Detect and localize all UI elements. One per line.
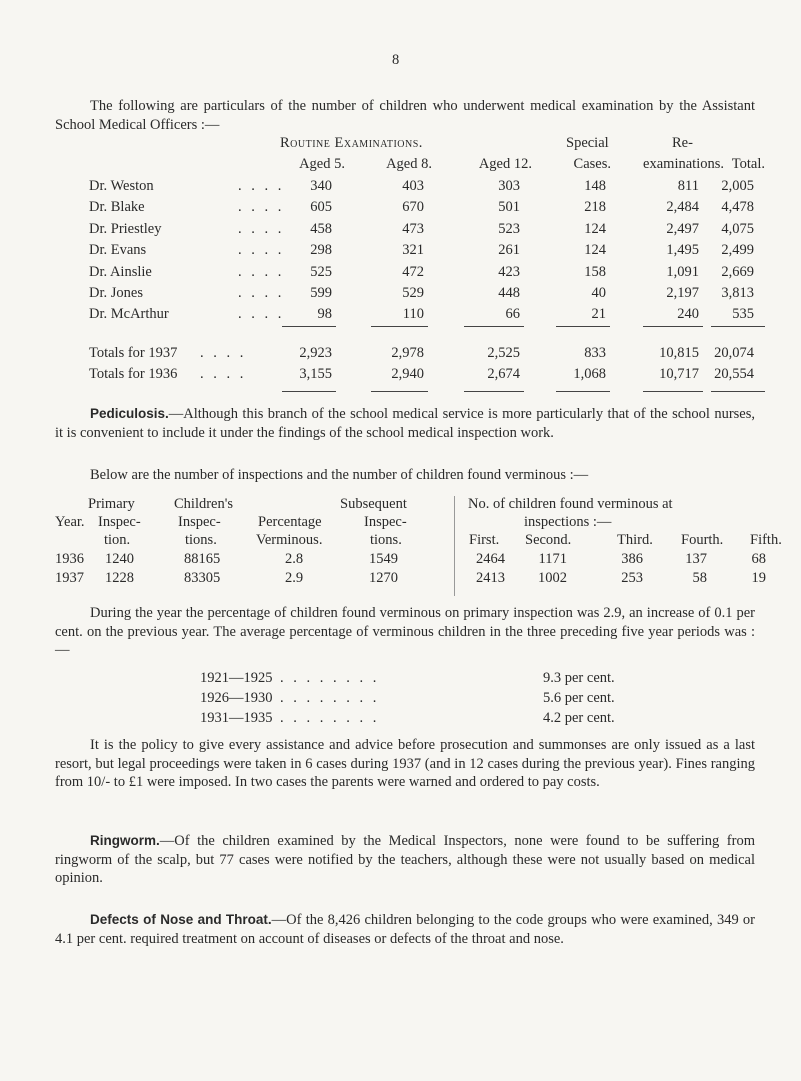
verm-subsequent: 1549 [369, 551, 398, 567]
percentage-header: Verminous. [256, 532, 323, 548]
verm-count: 58 [692, 570, 707, 586]
table-cell: 423 [498, 264, 520, 280]
verm-count: 1171 [538, 551, 567, 567]
table-rule [556, 391, 610, 392]
table-cell: 472 [402, 264, 424, 280]
pediculosis-text: —Although this branch of the school medical service is more particularly that of the school nurses, it is convenient to include it under the findings of the school medical inspection work. [55, 406, 755, 441]
table-cell: 529 [402, 285, 424, 301]
verm-count: 2413 [476, 570, 505, 586]
verm-count: 253 [621, 570, 643, 586]
period-label: 1921—1925 [200, 670, 273, 686]
totals-label: Totals for 1937 [89, 345, 178, 361]
table-cell: 21 [591, 306, 606, 322]
doctor-name: Dr. Priestley [89, 221, 162, 237]
verm-primary: 1240 [105, 551, 134, 567]
table-cell: 261 [498, 242, 520, 258]
leader-dots: . . . . . . . . [280, 690, 380, 706]
table-cell: 523 [498, 221, 520, 237]
leader-dots: . . . . [238, 306, 285, 322]
totals-cell: 833 [584, 345, 606, 361]
totals-cell: 20,554 [714, 366, 754, 382]
table-cell: 4,478 [721, 199, 754, 215]
totals-cell: 1,068 [573, 366, 606, 382]
totals-cell: 3,155 [299, 366, 332, 382]
table-cell: 124 [584, 242, 606, 258]
children-header: Inspec- [178, 514, 221, 530]
leader-dots: . . . . [238, 221, 285, 237]
page-number: 8 [392, 52, 400, 68]
totals-label: Totals for 1936 [89, 366, 178, 382]
ordinal-header: Second. [525, 532, 572, 548]
table-cell: 298 [310, 242, 332, 258]
period-label: 1926—1930 [200, 690, 273, 706]
verm-count: 19 [751, 570, 766, 586]
verm-year: 1937 [55, 570, 84, 586]
table-rule [282, 391, 336, 392]
table-rule [464, 326, 524, 327]
doctor-name: Dr. Evans [89, 242, 147, 258]
percentage-header: Percentage [258, 514, 322, 530]
routine-exams-header: Routine Examinations. [280, 135, 423, 151]
primary-header: Inspec- [98, 514, 141, 530]
table-cell: 303 [498, 178, 520, 194]
totals-cell: 2,674 [487, 366, 520, 382]
pediculosis-heading: Pediculosis. [90, 406, 169, 421]
ringworm-paragraph [55, 832, 755, 888]
exam-column-header: Cases. [573, 156, 611, 172]
verm-percentage: 2.8 [285, 551, 304, 567]
table-rule [371, 326, 428, 327]
period-label: 1931—1935 [200, 710, 273, 726]
verminous-intro: Below are the number of inspections and the number of children found verminous :— [90, 467, 589, 483]
ordinal-header: Fifth. [750, 532, 782, 548]
doctor-name: Dr. Weston [89, 178, 154, 194]
table-cell: 148 [584, 178, 606, 194]
doctor-name: Dr. Ainslie [89, 264, 152, 280]
leader-dots: . . . . [200, 366, 247, 382]
table-cell: 124 [584, 221, 606, 237]
table-cell: 321 [402, 242, 424, 258]
subsequent-header: tions. [370, 532, 402, 548]
leader-dots: . . . . [238, 242, 285, 258]
table-cell: 98 [317, 306, 332, 322]
table-cell: 340 [310, 178, 332, 194]
intro-paragraph: The following are particulars of the number of children who underwent medical examination by the Assistant School Medical Officers :— [55, 98, 755, 133]
leader-dots: . . . . [238, 264, 285, 280]
verm-count: 68 [751, 551, 766, 567]
ringworm-heading: Ringworm. [90, 833, 160, 848]
table-cell: 473 [402, 221, 424, 237]
table-rule [643, 391, 703, 392]
table-cell: 66 [505, 306, 520, 322]
table-cell: 2,669 [721, 264, 754, 280]
verm-children: 88165 [184, 551, 221, 567]
subsequent-header: Subsequent [340, 496, 407, 512]
table-cell: 2,005 [721, 178, 754, 194]
children-header: Children's [174, 496, 233, 512]
doctor-name: Dr. McArthur [89, 306, 169, 322]
leader-dots: . . . . . . . . [280, 670, 380, 686]
table-cell: 403 [402, 178, 424, 194]
verminous-paragraph: During the year the percentage of children found verminous on primary inspection was 2.9, an increase of 0.1 per cent. on the previous year. The average percentage of verminous children in the three preceding five year periods was :— [55, 605, 755, 658]
nose-throat-paragraph [55, 911, 755, 948]
totals-cell: 2,525 [487, 345, 520, 361]
verm-count: 386 [621, 551, 643, 567]
primary-header: tion. [104, 532, 131, 548]
found-header: inspections :— [524, 514, 612, 530]
reexam-header: Re- [672, 135, 693, 151]
table-cell: 605 [310, 199, 332, 215]
doctor-name: Dr. Jones [89, 285, 143, 301]
totals-cell: 10,815 [659, 345, 699, 361]
table-cell: 501 [498, 199, 520, 215]
ordinal-header: Fourth. [681, 532, 724, 548]
exam-column-header: examinations. [643, 156, 724, 172]
pediculosis-paragraph [55, 405, 755, 442]
leader-dots: . . . . [238, 199, 285, 215]
exam-column-header: Aged 5. [299, 156, 345, 172]
table-cell: 3,813 [721, 285, 754, 301]
verm-primary: 1228 [105, 570, 134, 586]
table-cell: 458 [310, 221, 332, 237]
table-rule [643, 326, 703, 327]
verm-children: 83305 [184, 570, 221, 586]
table-cell: 448 [498, 285, 520, 301]
policy-paragraph: It is the policy to give every assistance and advice before prosecution and summonses are only issued as a last resort, but legal proceedings were taken in 6 cases during 1937 (and in 12 cases during the previous year). Fines ranging from 10/- to £1 were imposed. In two cases the parents were warned and ordered to pay costs. [55, 737, 755, 790]
exam-column-header: Aged 12. [478, 156, 532, 172]
table-cell: 218 [584, 199, 606, 215]
exam-column-header: Aged 8. [386, 156, 432, 172]
totals-cell: 10,717 [659, 366, 699, 382]
special-header: Special [566, 135, 609, 151]
verm-subsequent: 1270 [369, 570, 398, 586]
table-rule [711, 326, 765, 327]
table-cell: 811 [677, 178, 699, 194]
table-cell: 599 [310, 285, 332, 301]
table-cell: 525 [310, 264, 332, 280]
table-rule [282, 326, 336, 327]
ringworm-text: —Of the children examined by the Medical Inspectors, none were found to be suffering from ringworm of the scalp, but 77 cases were notified by the teachers, although these were not usually based on medical opinion. [55, 833, 755, 886]
table-rule [464, 391, 524, 392]
table-cell: 1,495 [666, 242, 699, 258]
totals-cell: 2,978 [391, 345, 424, 361]
table-cell: 2,484 [666, 199, 699, 215]
verminous-divider [454, 496, 455, 596]
table-cell: 2,497 [666, 221, 699, 237]
table-rule [556, 326, 610, 327]
verm-count: 137 [685, 551, 707, 567]
leader-dots: . . . . . . . . [280, 710, 380, 726]
table-cell: 4,075 [721, 221, 754, 237]
table-rule [711, 391, 765, 392]
leader-dots: . . . . [200, 345, 247, 361]
period-value: 5.6 per cent. [543, 690, 615, 706]
children-header: tions. [185, 532, 217, 548]
leader-dots: . . . . [238, 178, 285, 194]
table-cell: 158 [584, 264, 606, 280]
verm-year: 1936 [55, 551, 84, 567]
subsequent-header: Inspec- [364, 514, 407, 530]
verm-count: 2464 [476, 551, 505, 567]
totals-cell: 2,940 [391, 366, 424, 382]
table-cell: 2,499 [721, 242, 754, 258]
verm-percentage: 2.9 [285, 570, 304, 586]
table-cell: 535 [732, 306, 754, 322]
period-value: 4.2 per cent. [543, 710, 615, 726]
ordinal-header: Third. [617, 532, 653, 548]
table-cell: 2,197 [666, 285, 699, 301]
table-cell: 110 [402, 306, 424, 322]
primary-header: Primary [88, 496, 135, 512]
table-cell: 40 [591, 285, 606, 301]
table-rule [371, 391, 428, 392]
doctor-name: Dr. Blake [89, 199, 145, 215]
nose-throat-text: —Of the 8,426 children belonging to the code groups who were examined, 349 or 4.1 per cent. required treatment on account of diseases or defects of the throat and nose. [55, 912, 756, 947]
totals-cell: 20,074 [714, 345, 754, 361]
ordinal-header: First. [469, 532, 500, 548]
nose-throat-heading: Defects of Nose and Throat. [90, 912, 272, 927]
year-header: Year. [55, 514, 85, 530]
period-value: 9.3 per cent. [543, 670, 615, 686]
table-cell: 1,091 [666, 264, 699, 280]
found-header: No. of children found verminous at [468, 496, 673, 512]
table-cell: 240 [677, 306, 699, 322]
totals-cell: 2,923 [299, 345, 332, 361]
exam-column-header: Total. [731, 156, 765, 172]
verm-count: 1002 [538, 570, 567, 586]
table-cell: 670 [402, 199, 424, 215]
leader-dots: . . . . [238, 285, 285, 301]
